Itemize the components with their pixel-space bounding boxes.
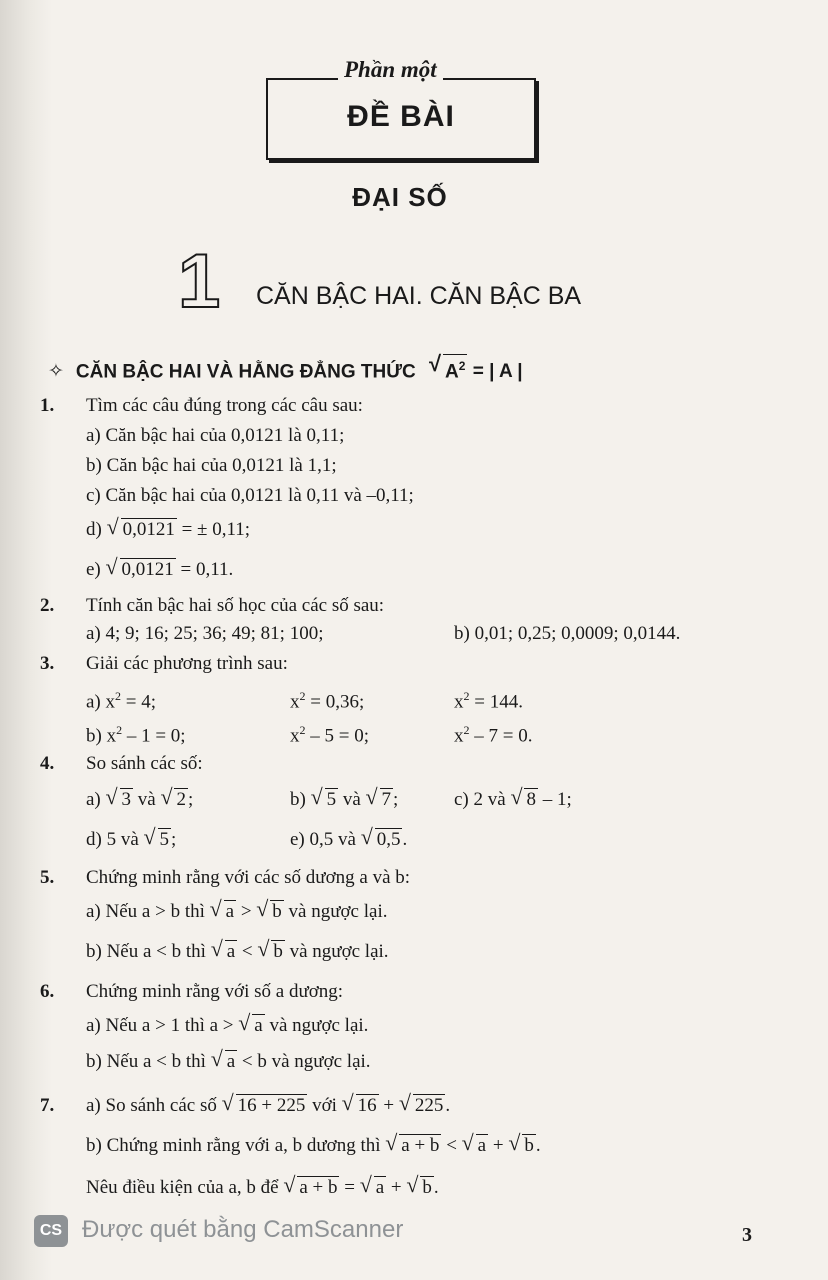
problem-2-number: 2. xyxy=(40,595,55,616)
problem-2-a: a) 4; 9; 16; 25; 36; 49; 81; 100; xyxy=(86,623,324,644)
problem-3-a1: a) $x^2 = 4$; xyxy=(86,689,157,713)
chapter-number: 1 xyxy=(178,239,221,324)
diamond-bullet-icon: ✧ xyxy=(48,361,64,383)
problem-7-b: b) Chứng minh rằng với a, b dương thì √ a + b < √ a + √ b . xyxy=(86,1134,541,1158)
part-label: Phần một xyxy=(338,57,443,83)
problem-4-e: e) 0,5 và √ 0,5 . xyxy=(290,828,407,852)
subsection-heading xyxy=(48,354,523,383)
problem-7-c: Nêu điều kiện của a, b để √ a + b = √ a + √ b . xyxy=(86,1176,439,1200)
problem-6-text: Chứng minh rằng với số a dương: xyxy=(86,981,344,1002)
problem-3-b2: $x^2 - 5 = 0$; xyxy=(290,723,369,747)
problem-3-a3: $x^2 = 144$. xyxy=(454,689,523,713)
problem-3-number: 3. xyxy=(40,653,55,674)
problem-3-text: Giải các phương trình sau: xyxy=(86,653,288,674)
problem-7-number: 7. xyxy=(40,1095,55,1116)
problem-6-b: b) Nếu a < b thì √ a < b và ngược lại. xyxy=(86,1050,371,1074)
problem-1-d: d) √ 0,0121 = ± 0,11; xyxy=(86,518,250,542)
problem-1-b: b) Căn bậc hai của 0,0121 là 1,1; xyxy=(86,455,337,476)
problem-2-b: b) 0,01; 0,25; 0,0009; 0,0144. xyxy=(454,623,681,644)
problem-4-b: b) √ 5 và √ 7 ; xyxy=(290,788,398,812)
problem-4-c: c) 2 và √ 8 – 1; xyxy=(454,788,572,812)
problem-6-number: 6. xyxy=(40,981,55,1002)
problem-5-a: a) Nếu a > b thì √ a > √ b và ngược lại. xyxy=(86,900,387,924)
problem-4-a: a) √ 3 và √ 2 ; xyxy=(86,788,193,812)
section-title: ĐẠI SỐ xyxy=(352,182,448,212)
subsection-title: CĂN BẬC HAI VÀ HẰNG ĐẲNG THỨC xyxy=(75,361,416,383)
problem-1-number: 1. xyxy=(40,395,55,416)
identity-formula: √ $A^2$ = | A | xyxy=(429,361,523,382)
page-edge xyxy=(0,0,55,1280)
problem-2-text: Tính căn bậc hai số học của các số sau: xyxy=(86,595,385,616)
page-number: 3 xyxy=(742,1224,752,1246)
camscanner-logo-icon: CS xyxy=(34,1215,68,1247)
problem-5-b: b) Nếu a < b thì √ a < √ b và ngược lại. xyxy=(86,940,389,964)
problem-3-b3: $x^2 - 7 = 0$. xyxy=(454,723,533,747)
scanner-watermark: Được quét bằng CamScanner xyxy=(82,1216,404,1243)
chapter-title: CĂN BẬC HAI. CĂN BẬC BA xyxy=(256,282,582,310)
problem-3-a2: $x^2 = 0,36$; xyxy=(290,689,365,713)
problem-4-number: 4. xyxy=(40,753,55,774)
main-title: ĐỀ BÀI xyxy=(347,100,455,133)
problem-5-text: Chứng minh rằng với các số dương a và b: xyxy=(86,867,411,888)
problem-3-b1: b) $x^2 - 1 = 0$; xyxy=(86,723,186,747)
problem-1-e: e) √ 0,0121 = 0,11. xyxy=(86,558,233,582)
problem-6-a: a) Nếu a > 1 thì a > √ a và ngược lại. xyxy=(86,1014,368,1038)
problem-1-a: a) Căn bậc hai của 0,0121 là 0,11; xyxy=(86,425,345,446)
problem-5-number: 5. xyxy=(40,867,55,888)
problem-7-a: a) So sánh các số √ 16 + 225 với √ 16 + √ 225 . xyxy=(86,1094,450,1118)
problem-4-d: d) 5 và √ 5 ; xyxy=(86,828,176,852)
problem-1-c: c) Căn bậc hai của 0,0121 là 0,11 và –0,11; xyxy=(86,485,414,506)
problem-1-text: Tìm các câu đúng trong các câu sau: xyxy=(86,395,363,416)
problem-4-text: So sánh các số: xyxy=(86,753,203,774)
